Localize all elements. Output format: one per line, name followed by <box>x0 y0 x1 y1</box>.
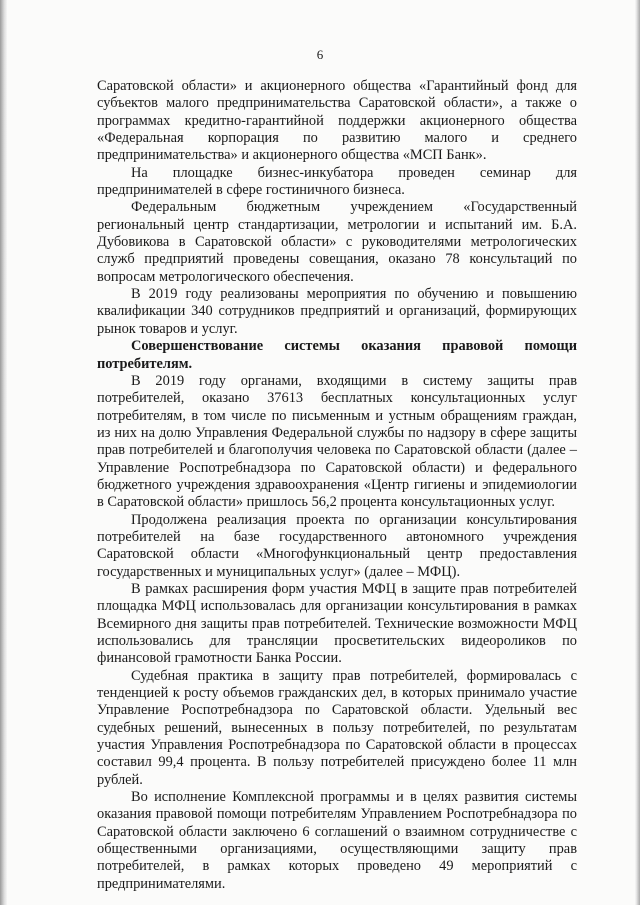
document-body <box>97 78 577 893</box>
section-heading: Совершенствование системы оказания правовой помощи потребителям. <box>97 338 577 372</box>
page-number: 6 <box>316 47 324 62</box>
paragraph-continuation: Саратовской области» и акционерного общества «Гарантийный фонд для субъектов малого предпринимательства Саратовской области», а также о программах кредитно-гарантийной поддержки акционерного общества «Федеральная корпорация по развитию малого и среднего предпринимательства» и акционерного общества «МСП Банк». <box>97 78 577 164</box>
paragraph-mfc-project: Продолжена реализация проекта по организации консультирования потребителей на базе государственного автономного учреждения Саратовской области «Многофункциональный центр предоставления государственных и муниципальных услуг» (далее – МФЦ). <box>97 511 577 580</box>
scan-edge-right <box>635 0 640 905</box>
paragraph-consultations: В 2019 году органами, входящими в систему защиты прав потребителей, оказано 37613 бесплатных консультационных услуг потребителям, в том числе по письменным и устным обращениям граждан, из них на долю Управления Федеральной службы по надзору в сфере защиты прав потребителей и благополучия человека по Саратовской области (далее – Управление Роспотребнадзора по Саратовской области) и федерального бюджетного учреждения здравоохранения «Центр гигиены и эпидемиологии в Саратовской области» пришлось 56,2 процента консультационных услуг. <box>97 372 577 511</box>
paragraph-metrology: Федеральным бюджетным учреждением «Государственный региональный центр стандартизации, метрологии и испытаний им. Б.А. Дубовикова в Саратовской области» с руководителями метрологических служб предприятий проведены совещания, оказано 78 консультаций по вопросам метрологического обеспечения. <box>97 199 577 285</box>
scan-edge-left <box>0 0 7 905</box>
paragraph-mfc-forms: В рамках расширения форм участия МФЦ в защите прав потребителей площадка МФЦ использовалась для организации консультирования в рамках Всемирного дня защиты прав потребителей. Технические возможности МФЦ использовались для трансляции просветительских видеороликов по финансовой грамотности Банка России. <box>97 580 577 667</box>
paragraph-training: В 2019 году реализованы мероприятия по обучению и повышению квалификации 340 сотрудников предприятий и организаций, формирующих рынок товаров и услуг. <box>97 286 577 337</box>
paragraph-agreements: Во исполнение Комплексной программы и в целях развития системы оказания правовой помощи потребителям Управлением Роспотребнадзора по Саратовской области заключено 6 соглашений о взаимном сотрудничестве с общественными организациями, осуществляющими защиту прав потребителей, в рамках которых проведено 49 мероприятий с предпринимателями. <box>97 789 577 892</box>
paragraph-court-practice: Судебная практика в защиту прав потребителей, формировалась с тенденцией к росту объемов гражданских дел, в которых принимало участие Управление Роспотребнадзора по Саратовской области. Удельный вес судебных решений, вынесенных в пользу потребителей, по результатам участия Управления Роспотребнадзора по Саратовской области в процессах составил 99,4 процента. В пользу потребителей присуждено более 11 млн рублей. <box>97 667 577 788</box>
paragraph-seminar: На площадке бизнес-инкубатора проведен семинар для предпринимателей в сфере гостиничного бизнеса. <box>97 164 577 199</box>
